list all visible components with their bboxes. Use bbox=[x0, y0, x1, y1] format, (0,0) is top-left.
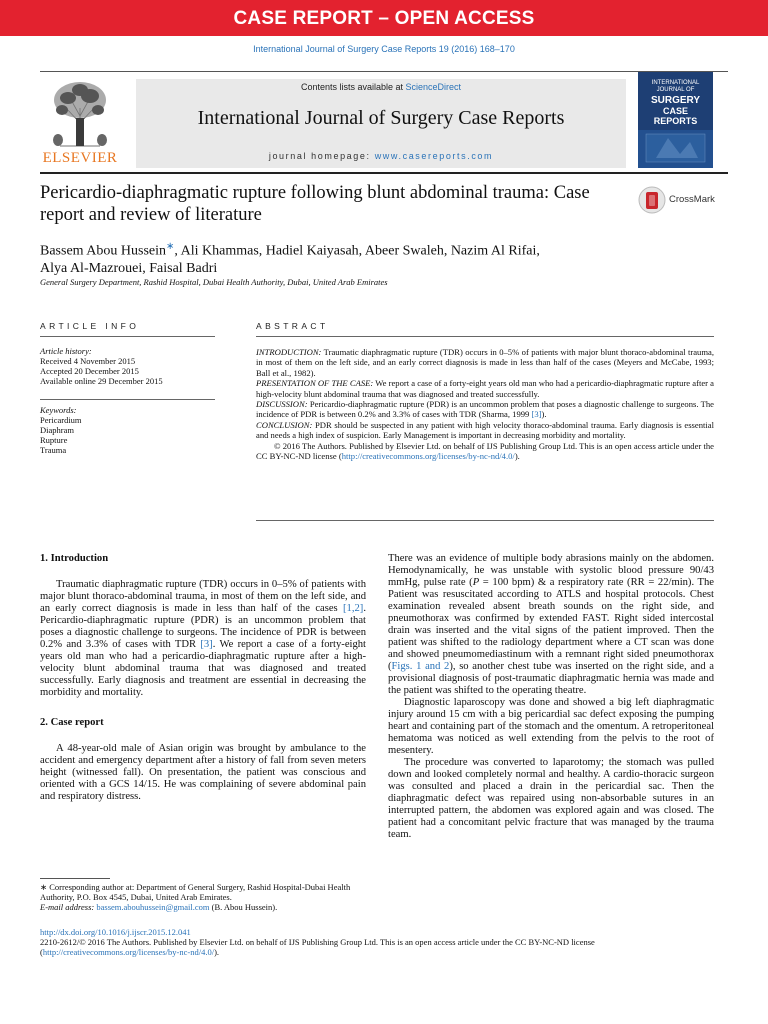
journal-header-box bbox=[136, 79, 626, 168]
keyword: Pericardium bbox=[40, 415, 82, 425]
email-link[interactable]: bassem.abouhussein@gmail.com bbox=[96, 902, 210, 913]
abstract-body: INTRODUCTION: Traumatic diaphragmatic rupture (TDR) occurs in 0–5% of patients with major blunt thoraco-abdominal trauma, in most of them on the left side, and an early correct diagnosis is made in less than half of the cases (Meyers and McCabe, 1993; Ball et al., 1982). PRESENTATION OF THE CASE: We report a case of a forty-eight years old man who had a pericardio-diaphragmatic rupture after a high-velocity blunt abdominal trauma that was diagnosed and treated successfully. DISCUSSION: Pericardio-diaphragmatic rupture (PDR) is an uncommon problem that poses a diagnostic challenge to surgeons. The incidence of PDR is between 0.2% and 3.3% of cases with TDR (Sharma, 1999 [3]). CONCLUSION: PDR should be suspected in any patient with high velocity thoraco-abdominal trauma. Early diagnosis is essential and needs a high index of suspicion. Early Management is important in decreasing morbidity and mortality. © 2016 The Authors. Published by Elsevier Ltd. on behalf of IJS Publishing Group Ltd. This is an open access article under the CC BY-NC-ND license (http://creativecommons.org/licenses/by-nc-nd/4.0/). bbox=[256, 347, 714, 462]
journal-citation-link[interactable]: International Journal of Surgery Case Reports 19 (2016) 168–170 bbox=[253, 44, 515, 54]
header-bottom-rule bbox=[40, 172, 728, 174]
keywords: Keywords: Pericardium Diaphram Rupture Trauma bbox=[40, 405, 215, 455]
body-left-column: 1. Introduction Traumatic diaphragmatic rupture (TDR) occurs in 0–5% of patients with major blunt thoraco-abdominal trauma, in most of them on the left side, and an early correct diagnosis is made in less than half of the cases [1,2]. Pericardio-diaphragmatic rupture (PDR) is an uncommon problem that poses a diagnostic challenge to surgeons. The incidence of PDR is between 0.2% and 3.3% of cases with TDR [3]. We report a case of a forty-eight years old man who had a pericardio-diaphragmatic rupture after a high-velocity blunt abdominal trauma that was diagnosed and treated successfully. Early diagnosis and treatment are essential in decreasing the morbidity and mortality. 2. Case report A 48-year-old male of Asian origin was brought by ambulance to the accident and emergency department after a history of fall from seven meters height (witnessed fall). On presentation, the patient was conscious and oriented with a GCS 14/15. He was complaining of severe abdominal pain and respiratory distress. bbox=[40, 553, 366, 802]
article-history: Article history: Received 4 November 2015 Accepted 20 December 2015 Available online 29 December 2015 bbox=[40, 346, 163, 386]
contents-availability: Contents lists available at ScienceDirect bbox=[300, 82, 462, 92]
article-info-rule bbox=[40, 336, 215, 337]
keyword: Rupture bbox=[40, 435, 68, 445]
reference-link[interactable]: [1,2] bbox=[343, 603, 364, 614]
journal-title: International Journal of Surgery Case Reports bbox=[197, 107, 565, 129]
doi-link[interactable]: http://dx.doi.org/10.1016/j.ijscr.2015.12.041 bbox=[40, 926, 191, 937]
corresponding-author-marker[interactable]: ∗ bbox=[166, 241, 175, 252]
abstract-heading: ABSTRACT bbox=[256, 321, 329, 331]
reference-link[interactable]: [3] bbox=[200, 639, 213, 650]
figure-link[interactable]: Figs. 1 and 2 bbox=[391, 661, 450, 672]
open-access-banner: CASE REPORT – OPEN ACCESS bbox=[0, 0, 768, 36]
reference-link[interactable]: [3] bbox=[531, 409, 542, 420]
license-link[interactable]: http://creativecommons.org/licenses/by-nc-nd/4.0/ bbox=[42, 947, 215, 958]
header-top-rule bbox=[40, 71, 728, 72]
footnote-rule bbox=[40, 878, 110, 879]
crossmark-button[interactable] bbox=[638, 186, 718, 214]
journal-cover-thumbnail[interactable]: INTERNATIONAL JOURNAL OF SURGERY CASE REPORTS bbox=[638, 72, 713, 168]
license-link[interactable]: http://creativecommons.org/licenses/by-nc-nd/4.0/ bbox=[341, 451, 515, 462]
journal-homepage: journal homepage: www.casereports.com bbox=[268, 151, 494, 161]
corresponding-author-note: ∗ Corresponding author at: Department of General Surgery, Rashid Hospital-Dubai Health Authority, P.O. Box 4545, Dubai, United Arab Emirates. bbox=[40, 882, 351, 903]
footnotes: ∗ Corresponding author at: Department of General Surgery, Rashid Hospital-Dubai Health Authority, P.O. Box 4545, Dubai, United Arab Emirates. E-mail address: bassem.abouhussein@gmail.com (B. Abou Hussein). http://dx.doi.org/10.1016/j.ijscr.2015.12.041 2210-2612/© 2016 The Authors. Published by Elsevier Ltd. on behalf of IJS Publishing Group Ltd. This is an open access article under the CC BY-NC-ND license (http://creativecommons.org/licenses/by-nc-nd/4.0/). bbox=[40, 882, 595, 958]
body-right-column: There was an evidence of multiple body abrasions mainly on the abdomen. Hemodynamically, he was unstable with systolic blood pressure 90/43 mmHg, pulse rate (P = 100 bpm) & a respiratory rate (RR = 22/min). The Patient was resuscitated according to ATLS and hospital protocols. Chest examination revealed absent breath sounds on the right side, and pneumothorax was confirmed by extended FAST. Right sided intercostal drain was inserted and the vital signs of the patient improved. Then the patient was shifted to the radiology department where a CT scan was done and showed pneumomediastinum with a remnant right sided pneumothorax (Figs. 1 and 2), so another chest tube was inserted on the right side, and a provisional diagnosis of post-traumatic diaphragmatic hernia was made and the patient was shifted to the operating theatre. Diagnostic laparoscopy was done and showed a big left diaphragmatic injury around 15 cm with a big pericardial sac defect exposing the pumping heart and containing part of the stomach and the omentum. A retroperitoneal hematoma was noticed as well extending from the pelvis to the root of mesentery. The procedure was converted to laparotomy; the stomach was pulled down and looked completely normal and healthy. A cardio-thoracic surgeon was consulted and placed a drain in the pericardial sac. Then the diaphragmatic defect was repaired using non-absorbable sutures in an interrupted pattern, the abdomen was explored again and was closed. The patient had a concomitant pelvic fracture that was managed by the trauma team. bbox=[388, 553, 715, 840]
abstract-rule bbox=[256, 336, 714, 337]
keyword: Diaphram bbox=[40, 425, 74, 435]
section-heading-case-report: 2. Case report bbox=[40, 717, 104, 728]
crossmark-icon bbox=[638, 186, 666, 214]
publisher-wordmark: ELSEVIER bbox=[42, 150, 118, 166]
author-list: Bassem Abou Hussein∗, Ali Khammas, Hadiel Kaiyasah, Abeer Swaleh, Nazim Al Rifai, Alya Al-Mazrouei, Faisal Badri bbox=[40, 241, 540, 276]
section-heading-introduction: 1. Introduction bbox=[40, 553, 109, 564]
article-title: Pericardio-diaphragmatic rupture following blunt abdominal trauma: Case report and review of literature bbox=[40, 183, 590, 225]
history-rule bbox=[40, 399, 215, 400]
abstract-bottom-rule bbox=[256, 520, 714, 521]
journal-homepage-link[interactable]: www.casereports.com bbox=[374, 151, 494, 161]
keyword: Trauma bbox=[40, 445, 67, 455]
affiliation: General Surgery Department, Rashid Hospital, Dubai Health Authority, Dubai, United Arab Emirates bbox=[40, 277, 388, 287]
article-info-heading: ARTICLE INFO bbox=[40, 321, 140, 331]
sciencedirect-link[interactable]: ScienceDirect bbox=[405, 82, 462, 92]
crossmark-label: CrossMark bbox=[669, 194, 715, 205]
